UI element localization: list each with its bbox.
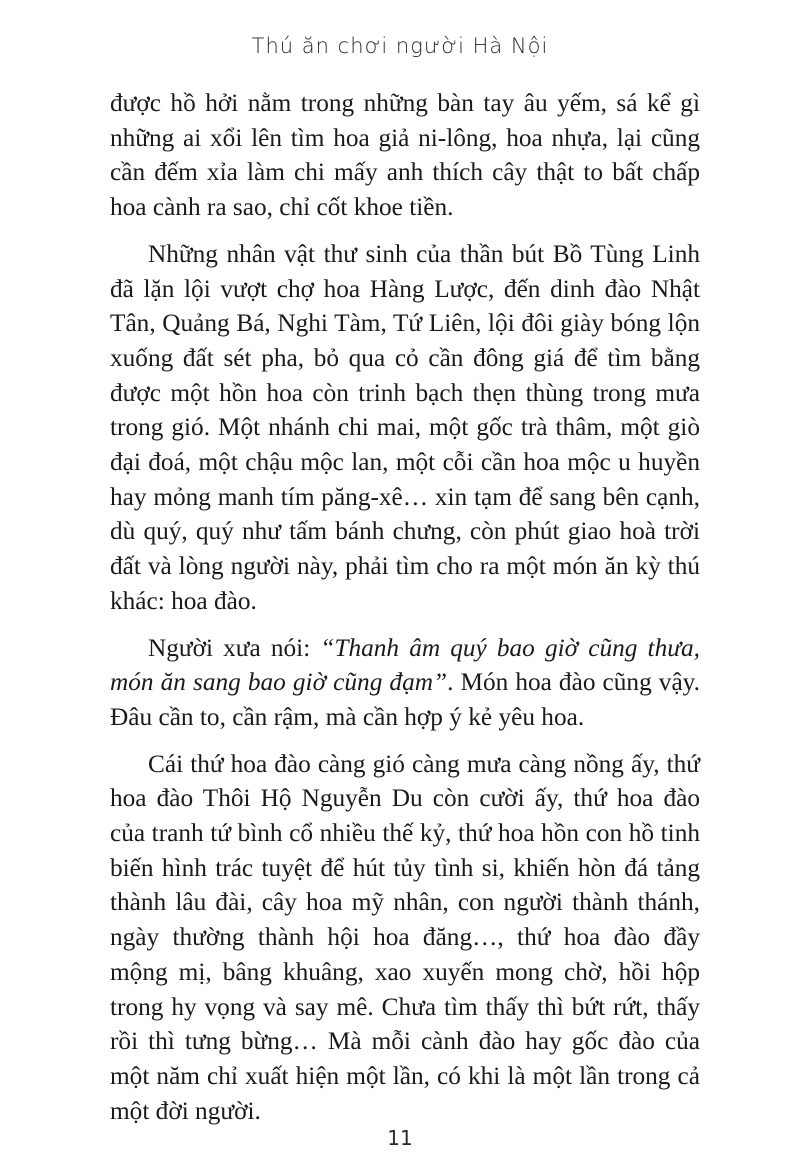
paragraph-lead: Người xưa nói: bbox=[148, 633, 321, 662]
paragraph-with-quote bbox=[110, 631, 700, 735]
italic-quote: “Thanh âm quý bao giờ cũng thưa, món ăn sang bao giờ cũng đạm” bbox=[110, 633, 700, 697]
paragraph: Những nhân vật thư sinh của thần bút Bồ Tùng Linh đã lặn lội vượt chợ hoa Hàng Lược, đến dinh đào Nhật Tân, Quảng Bá, Nghi Tàm, Tứ Liên, lội đôi giày bóng lộn xuống đất sét pha, bỏ qua cỏ cần đông giá để tìm bằng được một hồn hoa còn trinh bạch thẹn thùng trong mưa trong gió. Một nhánh chi mai, một gốc trà thâm, một giò đại đoá, một chậu mộc lan, một cỗi cần hoa mộc u huyền hay mỏng manh tím păng-xê… xin tạm để sang bên cạnh, dù quý, quý như tấm bánh chưng, còn phút giao hoà trời đất và lòng người này, phải tìm cho ra một món ăn kỳ thú khác: hoa đào. bbox=[110, 239, 700, 615]
paragraph: Cái thứ hoa đào càng gió càng mưa càng nồng ấy, thứ hoa đào Thôi Hộ Nguyễn Du còn cười ấy, thứ hoa đào của tranh tứ bình cổ nhiều thế kỷ, thứ hoa hồn con hồ tinh biến hình trác tuyệt để hút tủy tình si, khiến hòn đá tảng thành lâu đài, cây hoa mỹ nhân, con người thành thánh, ngày thường thành hội hoa đăng…, thứ hoa đào đầy mộng mị, bâng khuâng, xao xuyến mong chờ, hồi hộp trong hy vọng và say mê. Chưa tìm thấy thì bứt rứt, thấy rồi thì tưng bừng… Mà mỗi cành đào hay gốc đào của một năm chỉ xuất hiện một lần, có khi là một lần trong cả một đời người. bbox=[110, 749, 700, 1125]
paragraph-continuation: được hồ hởi nằm trong những bàn tay âu yếm, sá kể gì những ai xổi lên tìm hoa giả ni-lông, hoa nhựa, lại cũng cần đếm xỉa làm chi mấy anh thích cây thật to bất chấp hoa cành ra sao, chỉ cốt khoe tiền. bbox=[110, 89, 700, 222]
page-number: 11 bbox=[387, 1126, 413, 1150]
running-header: Thú ăn chơi người Hà Nội bbox=[251, 34, 549, 58]
body-text bbox=[110, 86, 700, 1140]
paragraph-rest: . Món hoa đào cũng vậy. Đâu cần to, cần rậm, mà cần hợp ý kẻ yêu hoa. bbox=[110, 668, 700, 731]
